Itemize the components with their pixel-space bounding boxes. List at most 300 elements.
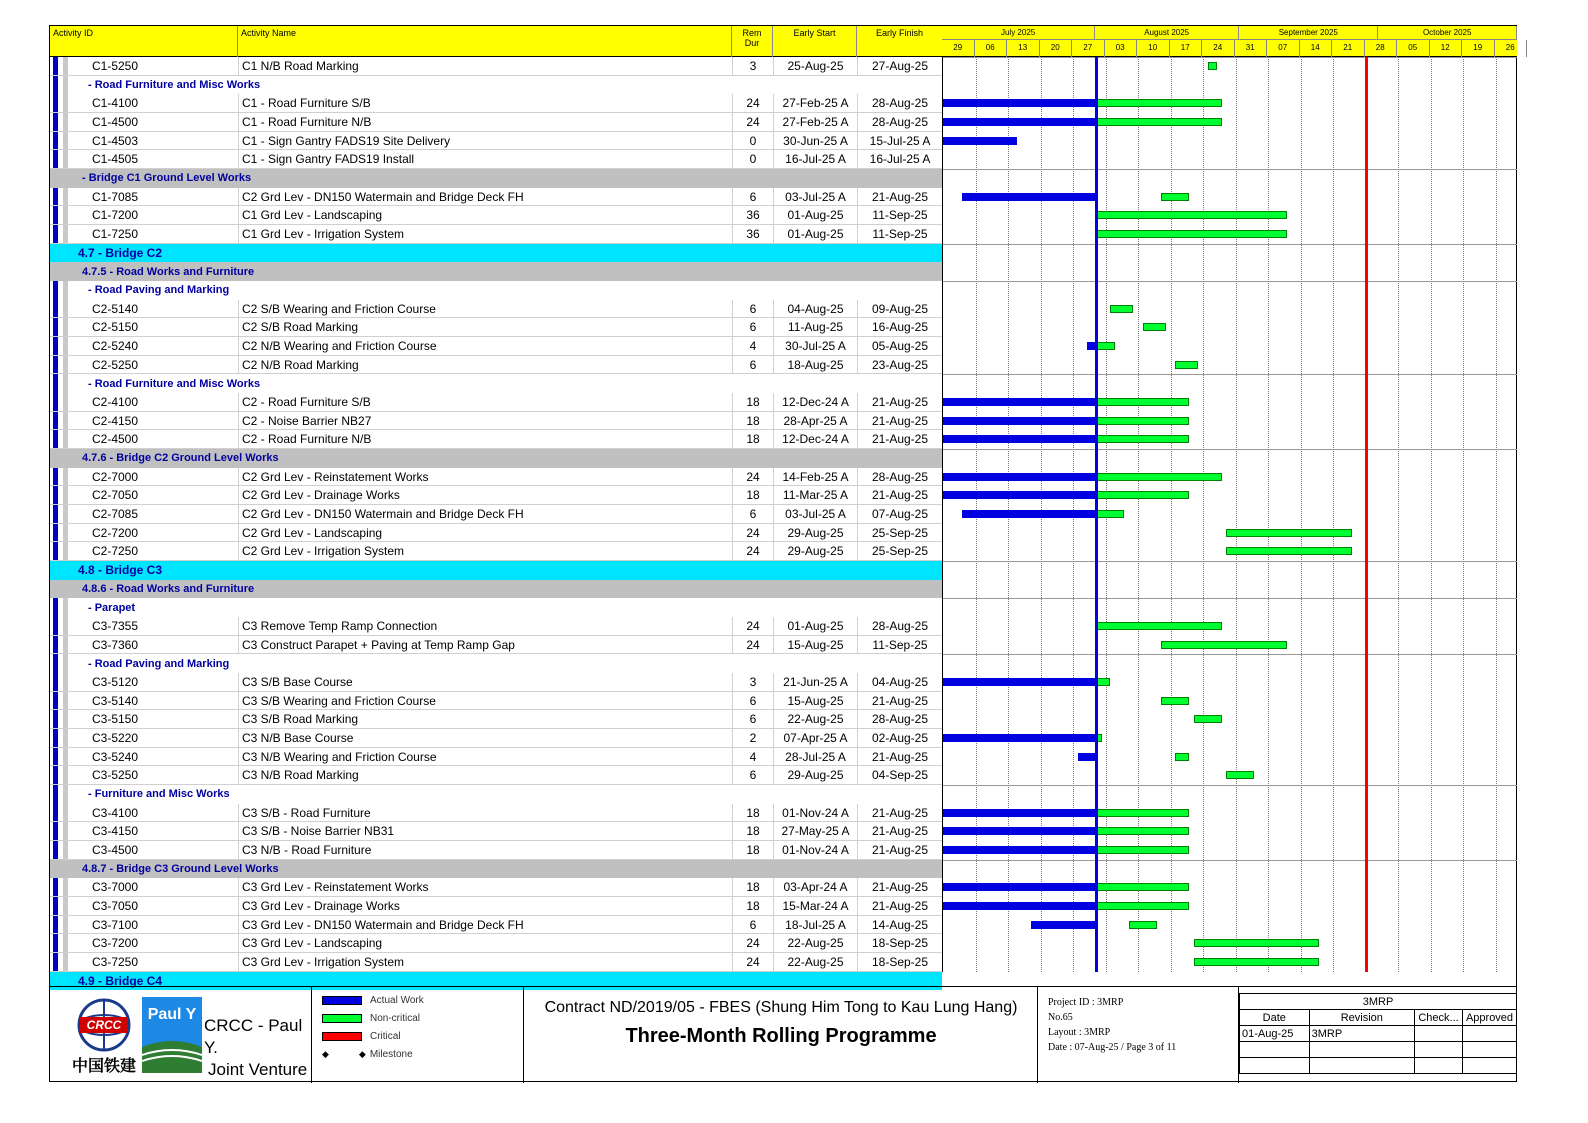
wbs-group-row[interactable] [50,76,942,95]
activity-id: C2-5140 [92,301,139,316]
gantt-chart [942,57,1517,972]
remaining-duration: 18 [732,841,773,859]
noncritical-bar[interactable] [1096,827,1189,835]
timescale-month: July 2025 [942,26,1095,40]
activity-row[interactable] [50,188,942,207]
activity-row[interactable] [50,804,942,823]
early-finish: 18-Sep-25 [857,934,942,952]
wbs-group-label: - Road Furniture and Misc Works [88,78,261,91]
wbs-group-label: 4.8.6 - Road Works and Furniture [82,583,255,596]
week-gridline [1236,57,1237,972]
early-start: 18-Aug-25 [773,356,857,374]
noncritical-bar[interactable] [1096,99,1221,107]
timescale-week: 03 [1105,40,1138,57]
remaining-duration: 4 [732,748,773,766]
remaining-duration: 2 [732,729,773,747]
activity-row[interactable] [50,766,942,785]
actual-work-bar[interactable] [943,846,1096,854]
activity-row[interactable] [50,337,942,356]
activity-id: C3-7000 [92,880,139,895]
activity-row[interactable] [50,318,942,337]
wbs-group-row[interactable] [50,580,942,599]
band-line [943,57,1517,58]
activity-id: C2-5150 [92,320,139,335]
activity-row[interactable] [50,953,942,972]
title-block [50,986,1517,1082]
early-finish: 21-Aug-25 [857,748,942,766]
activity-row[interactable] [50,393,942,412]
actual-work-bar[interactable] [943,137,1017,145]
activity-id: C3-4150 [92,824,139,839]
early-finish: 16-Aug-25 [857,318,942,336]
noncritical-bar[interactable] [1161,193,1189,201]
activity-name: C3 N/B Road Marking [238,766,732,784]
early-start: 27-Feb-25 A [773,94,857,112]
activity-id: C3-4500 [92,842,139,857]
activity-name: C3 Remove Temp Ramp Connection [238,617,732,635]
activity-name: C3 S/B - Road Furniture [238,804,732,822]
activity-id: C3-5250 [92,768,139,783]
remaining-duration: 24 [732,468,773,486]
remaining-duration: 36 [732,225,773,243]
early-start: 29-Aug-25 [773,766,857,784]
actual-work-bar[interactable] [943,473,1096,481]
activity-row[interactable] [50,617,942,636]
early-start: 29-Aug-25 [773,542,857,560]
noncritical-bar[interactable] [1096,118,1221,126]
week-gridline [1496,57,1497,972]
early-start: 27-Feb-25 A [773,113,857,131]
legend-milestone: ◆ ◆ Milestone [322,1049,413,1060]
activity-row[interactable] [50,94,942,113]
wbs-group-label: 4.7.6 - Bridge C2 Ground Level Works [82,452,279,465]
activity-id: C3-7360 [92,637,139,652]
early-finish: 05-Aug-25 [857,337,942,355]
activity-name: C2 Grd Lev - DN150 Watermain and Bridge Deck FH [238,188,732,206]
legend-noncritical: Non-critical [322,1013,420,1024]
band-line [943,654,1517,655]
noncritical-bar[interactable] [1096,342,1115,350]
wbs-group-row[interactable] [50,561,942,580]
wbs-group-label: 4.7 - Bridge C2 [78,246,163,261]
company-name: CRCC - Paul Y. Joint Venture [204,1016,308,1079]
noncritical-bar[interactable] [1096,883,1189,891]
actual-work-bar[interactable] [943,883,1096,891]
week-gridline [1463,57,1464,972]
activity-row[interactable] [50,356,942,375]
early-finish: 14-Aug-25 [857,916,942,934]
early-start: 12-Dec-24 A [773,393,857,411]
early-finish: 21-Aug-25 [857,822,942,840]
early-finish: 28-Aug-25 [857,113,942,131]
early-finish: 25-Sep-25 [857,524,942,542]
early-finish: 28-Aug-25 [857,94,942,112]
activity-name: C3 Grd Lev - Reinstatement Works [238,878,732,896]
early-finish: 07-Aug-25 [857,505,942,523]
noncritical-bar[interactable] [1096,211,1286,219]
activity-row[interactable] [50,150,942,169]
early-start: 01-Nov-24 A [773,841,857,859]
early-finish: 15-Jul-25 A [857,132,942,150]
actual-work-bar[interactable] [943,902,1096,910]
early-finish: 21-Aug-25 [857,393,942,411]
actual-work-bar[interactable] [962,510,1097,518]
activity-name: C1 - Sign Gantry FADS19 Install [238,150,732,168]
wbs-group-row[interactable] [50,449,942,468]
activity-name: C2 Grd Lev - Irrigation System [238,542,732,560]
activity-id: C2-5250 [92,357,139,372]
early-finish: 02-Aug-25 [857,729,942,747]
rev-date: 01-Aug-25 [1240,1026,1310,1042]
logo-area [50,987,312,1083]
actual-work-bar[interactable] [943,118,1096,126]
noncritical-bar[interactable] [1096,809,1189,817]
early-finish: 21-Aug-25 [857,878,942,896]
activity-row[interactable] [50,729,942,748]
actual-work-bar[interactable] [943,398,1096,406]
rev-header-check: Check... [1415,1010,1463,1026]
activity-id: C3-7355 [92,618,139,633]
activity-id: C1-7085 [92,189,139,204]
early-start: 01-Nov-24 A [773,804,857,822]
activity-row[interactable] [50,524,942,543]
early-finish: 28-Aug-25 [857,710,942,728]
early-finish: 27-Aug-25 [857,57,942,75]
activity-id: C1-4100 [92,96,139,111]
week-gridline [1431,57,1432,972]
week-gridline [1203,57,1204,972]
timescale-week: 12 [1430,40,1463,57]
activity-id: C2-5240 [92,338,139,353]
activity-id: C3-5120 [92,674,139,689]
remaining-duration: 18 [732,897,773,915]
actual-work-bar[interactable] [1031,921,1096,929]
noncritical-bar[interactable] [1096,473,1221,481]
timescale-week: 13 [1007,40,1040,57]
activity-id: C3-7200 [92,936,139,951]
svg-text:CRCC: CRCC [86,1018,122,1032]
wbs-group-label: 4.7.5 - Road Works and Furniture [82,265,255,278]
early-start: 11-Mar-25 A [773,486,857,504]
noncritical-bar[interactable] [1096,491,1189,499]
wbs-group-row[interactable] [50,244,942,263]
early-start: 15-Aug-25 [773,692,857,710]
activity-name: C2 Grd Lev - DN150 Watermain and Bridge Deck FH [238,505,732,523]
activity-id: C3-7250 [92,954,139,969]
week-gridline [1333,57,1334,972]
activity-row[interactable] [50,897,942,916]
wbs-group-label: 4.9 - Bridge C4 [78,974,163,989]
wbs-group-row[interactable] [50,860,942,879]
activity-id: C2-7000 [92,469,139,484]
timescale-week: 17 [1170,40,1203,57]
activity-row[interactable] [50,468,942,487]
noncritical-bar[interactable] [1096,435,1189,443]
activity-id: C2-7085 [92,506,139,521]
activity-row[interactable] [50,692,942,711]
actual-work-bar[interactable] [943,827,1096,835]
remaining-duration: 6 [732,692,773,710]
week-gridline [1268,57,1269,972]
early-finish: 21-Aug-25 [857,692,942,710]
activity-name: C2 S/B Road Marking [238,318,732,336]
activity-row[interactable] [50,841,942,860]
remaining-duration: 24 [732,113,773,131]
activity-row[interactable] [50,225,942,244]
early-start: 03-Jul-25 A [773,188,857,206]
wbs-group-label: - Parapet [88,601,136,614]
noncritical-bar[interactable] [1208,62,1217,70]
early-finish: 11-Sep-25 [857,636,942,654]
noncritical-bar[interactable] [1096,846,1189,854]
wbs-group-row[interactable] [50,654,942,673]
milestone-icon: ◆ [358,1049,366,1059]
noncritical-bar[interactable] [1226,771,1254,779]
revision-title: 3MRP [1240,994,1517,1010]
noncritical-bar[interactable] [1096,678,1110,686]
activity-id: C2-7250 [92,544,139,559]
activity-name: C1 Grd Lev - Irrigation System [238,225,732,243]
remaining-duration: 24 [732,524,773,542]
remaining-duration: 24 [732,94,773,112]
band-line [943,561,1517,562]
band-line [943,169,1517,170]
activity-row[interactable] [50,822,942,841]
early-finish: 04-Aug-25 [857,673,942,691]
remaining-duration: 6 [732,300,773,318]
activity-row[interactable] [50,673,942,692]
activity-row[interactable] [50,542,942,561]
activity-row[interactable] [50,505,942,524]
activity-row[interactable] [50,710,942,729]
actual-work-bar[interactable] [962,193,1097,201]
noncritical-bar[interactable] [1194,715,1222,723]
early-start: 14-Feb-25 A [773,468,857,486]
remaining-duration: 18 [732,804,773,822]
wbs-group-row[interactable] [50,598,942,617]
band-line [943,449,1517,450]
early-start: 12-Dec-24 A [773,430,857,448]
activity-id: C3-5140 [92,693,139,708]
activity-name: C3 N/B Base Course [238,729,732,747]
remaining-duration: 6 [732,916,773,934]
project-id: Project ID : 3MRP [1048,997,1124,1008]
noncritical-bar[interactable] [1096,902,1189,910]
gantt-timescale [942,26,1517,57]
col-activity-id[interactable]: Activity ID [50,26,238,57]
early-start: 15-Mar-24 A [773,897,857,915]
remaining-duration: 3 [732,673,773,691]
col-early-start[interactable]: Early Start [773,26,857,57]
activity-row[interactable] [50,430,942,449]
actual-work-bar[interactable] [943,734,1096,742]
actual-work-bar[interactable] [943,99,1096,107]
project-no: No.65 [1048,1012,1073,1023]
activity-row[interactable] [50,113,942,132]
early-finish: 09-Aug-25 [857,300,942,318]
week-gridline [1398,57,1399,972]
timescale-week: 10 [1137,40,1170,57]
early-start: 07-Apr-25 A [773,729,857,747]
activity-row[interactable] [50,132,942,151]
activity-id: C3-7100 [92,917,139,932]
actual-work-bar[interactable] [943,491,1096,499]
remaining-duration: 18 [732,486,773,504]
actual-work-bar[interactable] [1078,753,1097,761]
timescale-week: 14 [1300,40,1333,57]
early-finish: 16-Jul-25 A [857,150,942,168]
noncritical-bar[interactable] [1175,753,1189,761]
early-start: 01-Aug-25 [773,617,857,635]
noncritical-bar[interactable] [1161,697,1189,705]
noncritical-bar[interactable] [1096,622,1221,630]
actual-work-bar[interactable] [943,417,1096,425]
activity-name: C1 - Road Furniture S/B [238,94,732,112]
rev-revision: 3MRP [1309,1026,1414,1042]
activity-row[interactable] [50,57,942,76]
early-start: 18-Jul-25 A [773,916,857,934]
remaining-duration: 18 [732,430,773,448]
programme-title: Three-Month Rolling Programme [625,1025,937,1047]
activity-id: C2-7050 [92,488,139,503]
activity-id: C2-4500 [92,432,139,447]
actual-work-bar[interactable] [943,678,1096,686]
wbs-group-row[interactable] [50,374,942,393]
activity-name: C3 Grd Lev - Irrigation System [238,953,732,971]
remaining-duration: 4 [732,337,773,355]
noncritical-bar[interactable] [1226,529,1351,537]
activity-row[interactable] [50,412,942,431]
timescale-week: 28 [1365,40,1398,57]
early-start: 16-Jul-25 A [773,150,857,168]
activity-id: C3-5150 [92,712,139,727]
timescale-week: 20 [1040,40,1073,57]
critical-line [1365,57,1368,972]
remaining-duration: 6 [732,710,773,728]
schedule-frame [49,25,1517,1082]
activity-row[interactable] [50,916,942,935]
critical-swatch [322,1032,362,1041]
noncritical-bar[interactable] [1110,305,1133,313]
activity-name: C2 - Road Furniture N/B [238,430,732,448]
activity-id: C3-5240 [92,749,139,764]
early-start: 04-Aug-25 [773,300,857,318]
activity-row[interactable] [50,300,942,319]
actual-work-bar[interactable] [943,435,1096,443]
noncritical-bar[interactable] [1096,230,1286,238]
band-line [943,281,1517,282]
activity-row[interactable] [50,486,942,505]
wbs-group-row[interactable] [50,262,942,281]
noncritical-bar[interactable] [1096,398,1189,406]
early-start: 01-Aug-25 [773,225,857,243]
activity-name: C2 Grd Lev - Drainage Works [238,486,732,504]
activity-name: C3 Grd Lev - Landscaping [238,934,732,952]
noncritical-bar[interactable] [1096,510,1124,518]
rev-approved [1463,1026,1517,1042]
contract-title: Contract ND/2019/05 - FBES (Shung Him Tong to Kau Lung Hang) [544,999,1018,1016]
activity-name: C1 - Road Furniture N/B [238,113,732,131]
activity-id: C3-4100 [92,805,139,820]
activity-row[interactable] [50,636,942,655]
timescale-month: October 2025 [1378,26,1517,40]
timescale-week: 19 [1462,40,1495,57]
data-date-line [1095,57,1098,972]
pauly-logo [142,997,202,1073]
revision-block [1239,987,1517,1083]
actual-work-bar[interactable] [943,809,1096,817]
remaining-duration: 24 [732,636,773,654]
legend-actual: Actual Work [322,995,424,1006]
activity-name: C2 Grd Lev - Landscaping [238,524,732,542]
timescale-week: 06 [975,40,1008,57]
activity-row[interactable] [50,878,942,897]
activity-row[interactable] [50,206,942,225]
early-start: 22-Aug-25 [773,710,857,728]
activity-table [50,57,942,989]
activity-name: C2 Grd Lev - Reinstatement Works [238,468,732,486]
activity-name: C3 N/B - Road Furniture [238,841,732,859]
activity-row[interactable] [50,934,942,953]
early-start: 30-Jun-25 A [773,132,857,150]
noncritical-bar[interactable] [1226,547,1351,555]
wbs-group-label: - Bridge C1 Ground Level Works [82,172,252,185]
noncritical-bar[interactable] [1129,921,1157,929]
col-early-finish[interactable]: Early Finish [875,28,923,38]
noncritical-bar[interactable] [1194,958,1319,966]
early-finish: 18-Sep-25 [857,953,942,971]
activity-name: C3 S/B Wearing and Friction Course [238,692,732,710]
col-activity-name[interactable]: Activity Name [238,26,732,57]
early-finish: 21-Aug-25 [857,412,942,430]
noncritical-bar[interactable] [1175,361,1198,369]
early-finish: 04-Sep-25 [857,766,942,784]
activity-name: C3 Grd Lev - DN150 Watermain and Bridge Deck FH [238,916,732,934]
wbs-group-label: - Road Paving and Marking [88,657,230,670]
activity-id: C1-4500 [92,114,139,129]
activity-row[interactable] [50,748,942,767]
wbs-group-row[interactable] [50,169,942,188]
project-info [1038,987,1239,1083]
activity-name: C3 Grd Lev - Drainage Works [238,897,732,915]
band-line [943,244,1517,245]
early-start: 15-Aug-25 [773,636,857,654]
noncritical-bar[interactable] [1194,939,1319,947]
remaining-duration: 24 [732,953,773,971]
early-finish: 11-Sep-25 [857,206,942,224]
rev-header-approved: Approved [1463,1010,1517,1026]
col-rem-dur[interactable]: Rem Dur [732,26,773,57]
activity-name: C2 - Noise Barrier NB27 [238,412,732,430]
wbs-group-row[interactable] [50,785,942,804]
wbs-group-row[interactable] [50,281,942,300]
activity-name: C1 Grd Lev - Landscaping [238,206,732,224]
remaining-duration: 6 [732,356,773,374]
noncritical-bar[interactable] [1161,641,1286,649]
activity-name: C2 N/B Wearing and Friction Course [238,337,732,355]
activity-id: C1-7250 [92,226,139,241]
noncritical-bar[interactable] [1096,417,1189,425]
noncritical-bar[interactable] [1143,323,1166,331]
milestone-icon: ◆ [322,1049,329,1059]
noncritical-swatch [322,1014,362,1023]
wbs-group-label: 4.8.7 - Bridge C3 Ground Level Works [82,863,279,876]
revision-table [1239,993,1517,1074]
crcc-logo [70,997,138,1075]
print-date: Date : 07-Aug-25 / Page 3 of 11 [1048,1042,1177,1053]
timescale-month: September 2025 [1239,26,1378,40]
layout-name: Layout : 3MRP [1048,1027,1111,1038]
